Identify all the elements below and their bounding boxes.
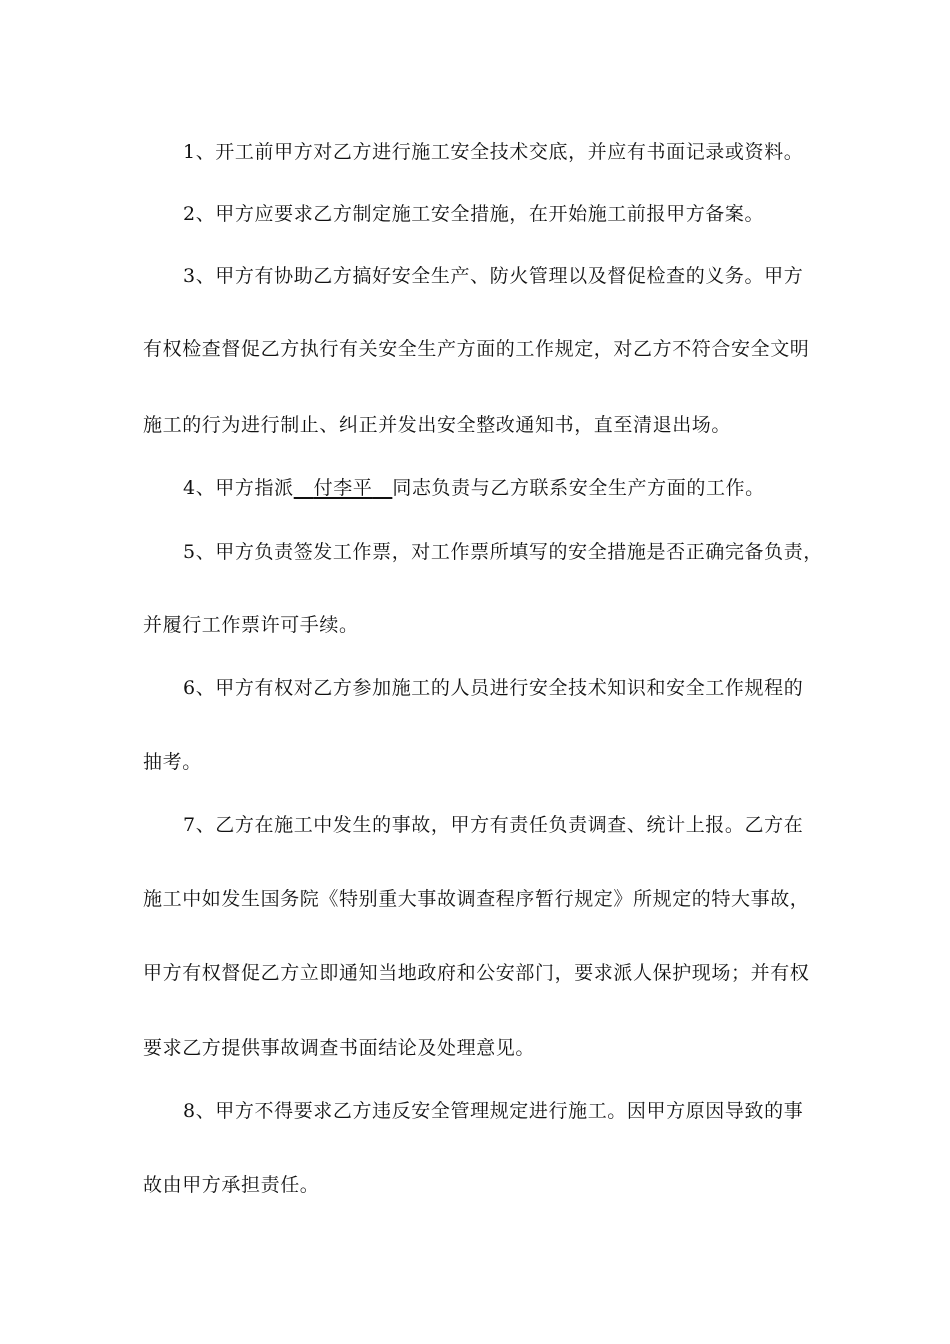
clause-8-line-2: 故由甲方承担责任。	[143, 1174, 320, 1196]
designated-person-name: 付李平	[313, 477, 373, 499]
clause-7-line-4: 要求乙方提供事故调查书面结论及处理意见。	[143, 1037, 536, 1059]
clause-7-line-1: 7、乙方在施工中发生的事故，甲方有责任负责调查、统计上报。乙方在	[183, 814, 804, 836]
clause-2-line-1: 2、甲方应要求乙方制定施工安全措施，在开始施工前报甲方备案。	[183, 203, 765, 225]
clause-1-line-1: 1、开工前甲方对乙方进行施工安全技术交底，并应有书面记录或资料。	[183, 141, 804, 163]
clause-5-line-2: 并履行工作票许可手续。	[143, 614, 359, 636]
clause-4-line-1	[183, 473, 823, 503]
clause-7-line-3: 甲方有权督促乙方立即通知当地政府和公安部门，要求派人保护现场；并有权	[143, 962, 810, 984]
clause-8-line-1: 8、甲方不得要求乙方违反安全管理规定进行施工。因甲方原因导致的事	[183, 1100, 804, 1122]
clause-3-line-2: 有权检查督促乙方执行有关安全生产方面的工作规定，对乙方不符合安全文明	[143, 338, 810, 360]
clause-6-line-2: 抽考。	[143, 751, 202, 773]
clause-7-line-2: 施工中如发生国务院《特别重大事故调查程序暂行规定》所规定的特大事故，	[143, 888, 810, 910]
clause-6-line-1: 6、甲方有权对乙方参加施工的人员进行安全技术知识和安全工作规程的	[183, 677, 804, 699]
clause-5-line-1: 5、甲方负责签发工作票，对工作票所填写的安全措施是否正确完备负责，	[183, 541, 823, 563]
designated-person-blank	[294, 477, 393, 499]
clause-4-suffix: 同志负责与乙方联系安全生产方面的工作。	[392, 477, 765, 499]
clause-3-line-3: 施工的行为进行制止、纠正并发出安全整改通知书，直至清退出场。	[143, 414, 732, 436]
clause-3-line-1: 3、甲方有协助乙方搞好安全生产、防火管理以及督促检查的义务。甲方	[183, 265, 804, 287]
clause-4-prefix: 4、甲方指派	[183, 477, 294, 499]
